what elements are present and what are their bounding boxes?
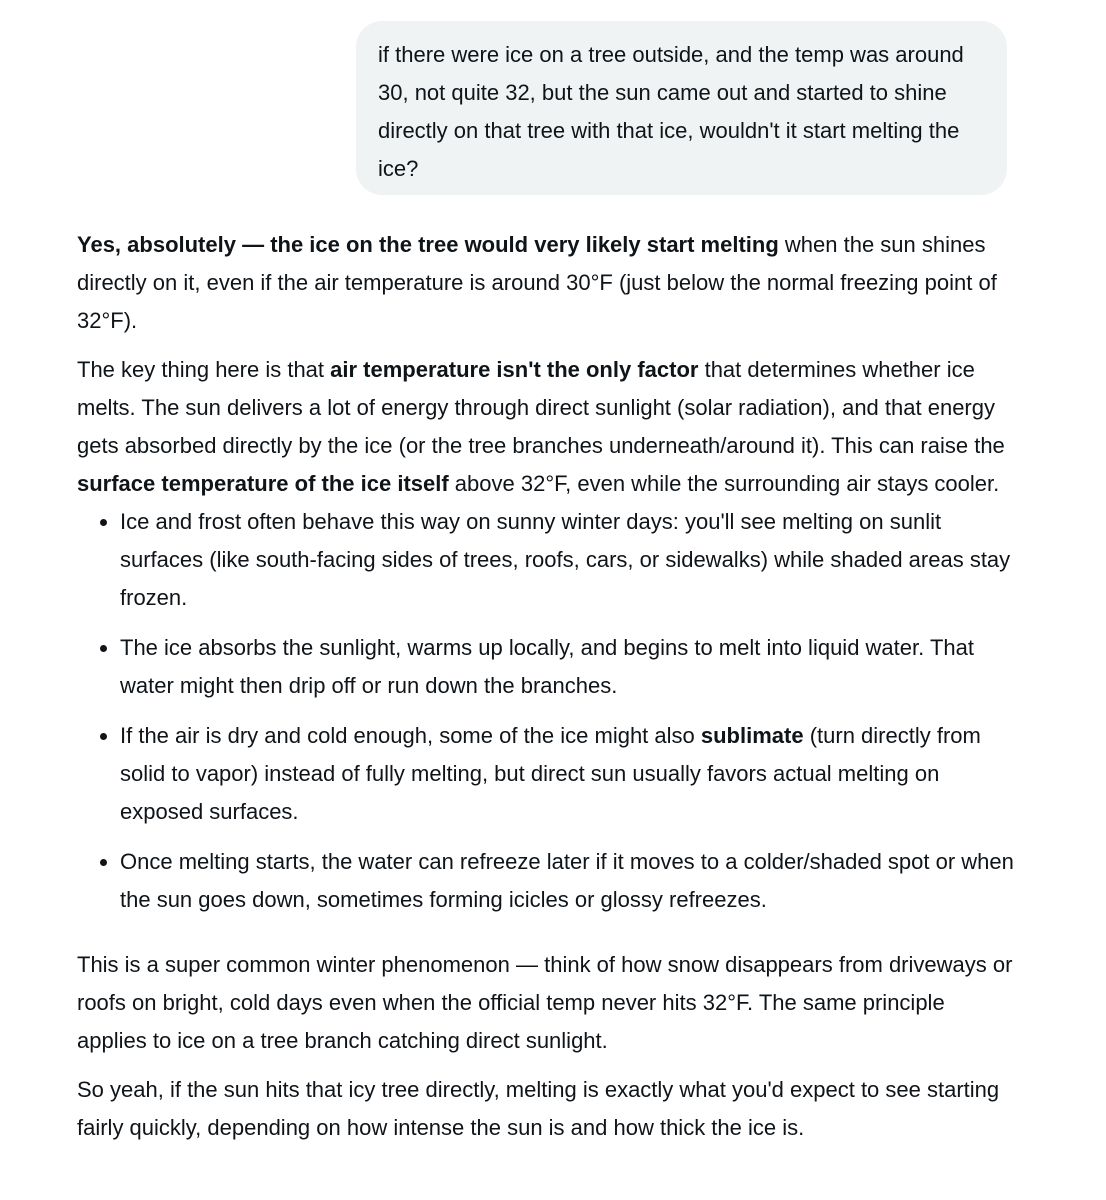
response-p2-bold-1: air temperature isn't the only factor — [330, 357, 699, 382]
bullet-text-3a: If the air is dry and cold enough, some of the ice might also — [120, 723, 701, 748]
user-message-text: if there were ice on a tree outside, and the temp was around 30, not quite 32, but the sun came out and started to shine directly on that tree with that ice, wouldn't it start melting the ice? — [378, 42, 964, 181]
bullet-text-3-bold: sublimate — [700, 723, 804, 748]
response-p2-text-3: above 32°F, even while the surrounding air stays cooler. — [448, 471, 1000, 496]
list-item — [77, 503, 1017, 617]
response-paragraph-4: So yeah, if the sun hits that icy tree directly, melting is exactly what you'd expect to see starting fairly quickly, depending on how intense the sun is and how thick the ice is. — [77, 1077, 1000, 1140]
list-item — [77, 629, 1017, 705]
response-paragraph-3: This is a super common winter phenomenon — think of how snow disappears from driveways or roofs on bright, cold days even when the official temp never hits 32°F. The same principle applies to ice on a tree branch catching direct sunlight. — [77, 952, 1013, 1053]
bullet-text-3b: (turn directly from solid to vapor) instead of fully melting, but direct sun usually favors actual melting on exposed surfaces. — [120, 723, 981, 824]
response-p2-text-1: The key thing here is that — [77, 357, 331, 382]
bullet-text-2: The ice absorbs the sunlight, warms up locally, and begins to melt into liquid water. That water might then drip off or run down the branches. — [120, 635, 974, 698]
bullet-text-1: Ice and frost often behave this way on sunny winter days: you'll see melting on sunlit surfaces (like south-facing sides of trees, roofs, cars, or sidewalks) while shaded areas stay frozen. — [120, 509, 1011, 610]
bullet-dot-icon — [100, 645, 107, 652]
bullet-dot-icon — [100, 733, 107, 740]
list-item — [77, 843, 1017, 919]
response-bullet-list — [77, 503, 1017, 919]
response-p1-bold: Yes, absolutely — the ice on the tree would very likely start melting — [77, 232, 779, 257]
bullet-dot-icon — [100, 519, 107, 526]
response-paragraph-2 — [77, 351, 1017, 503]
response-p2-bold-2: surface temperature of the ice itself — [77, 471, 449, 496]
user-message-bubble — [356, 21, 1007, 195]
bullet-dot-icon — [100, 859, 107, 866]
response-p1-text: when the sun shines directly on it, even if the air temperature is around 30°F (just below the normal freezing point of 32°F). — [77, 232, 997, 333]
bullet-text-4: Once melting starts, the water can refreeze later if it moves to a colder/shaded spot or when the sun goes down, sometimes forming icicles or glossy refreezes. — [120, 849, 1014, 912]
list-item — [77, 717, 1017, 831]
response-p2-text-2: that determines whether ice melts. The sun delivers a lot of energy through direct sunlight (solar radiation), and that energy gets absorbed directly by the ice (or the tree branches underneath/around it). This can raise the — [77, 357, 1005, 458]
response-paragraph-1 — [77, 226, 1017, 340]
assistant-response — [77, 226, 1017, 1147]
